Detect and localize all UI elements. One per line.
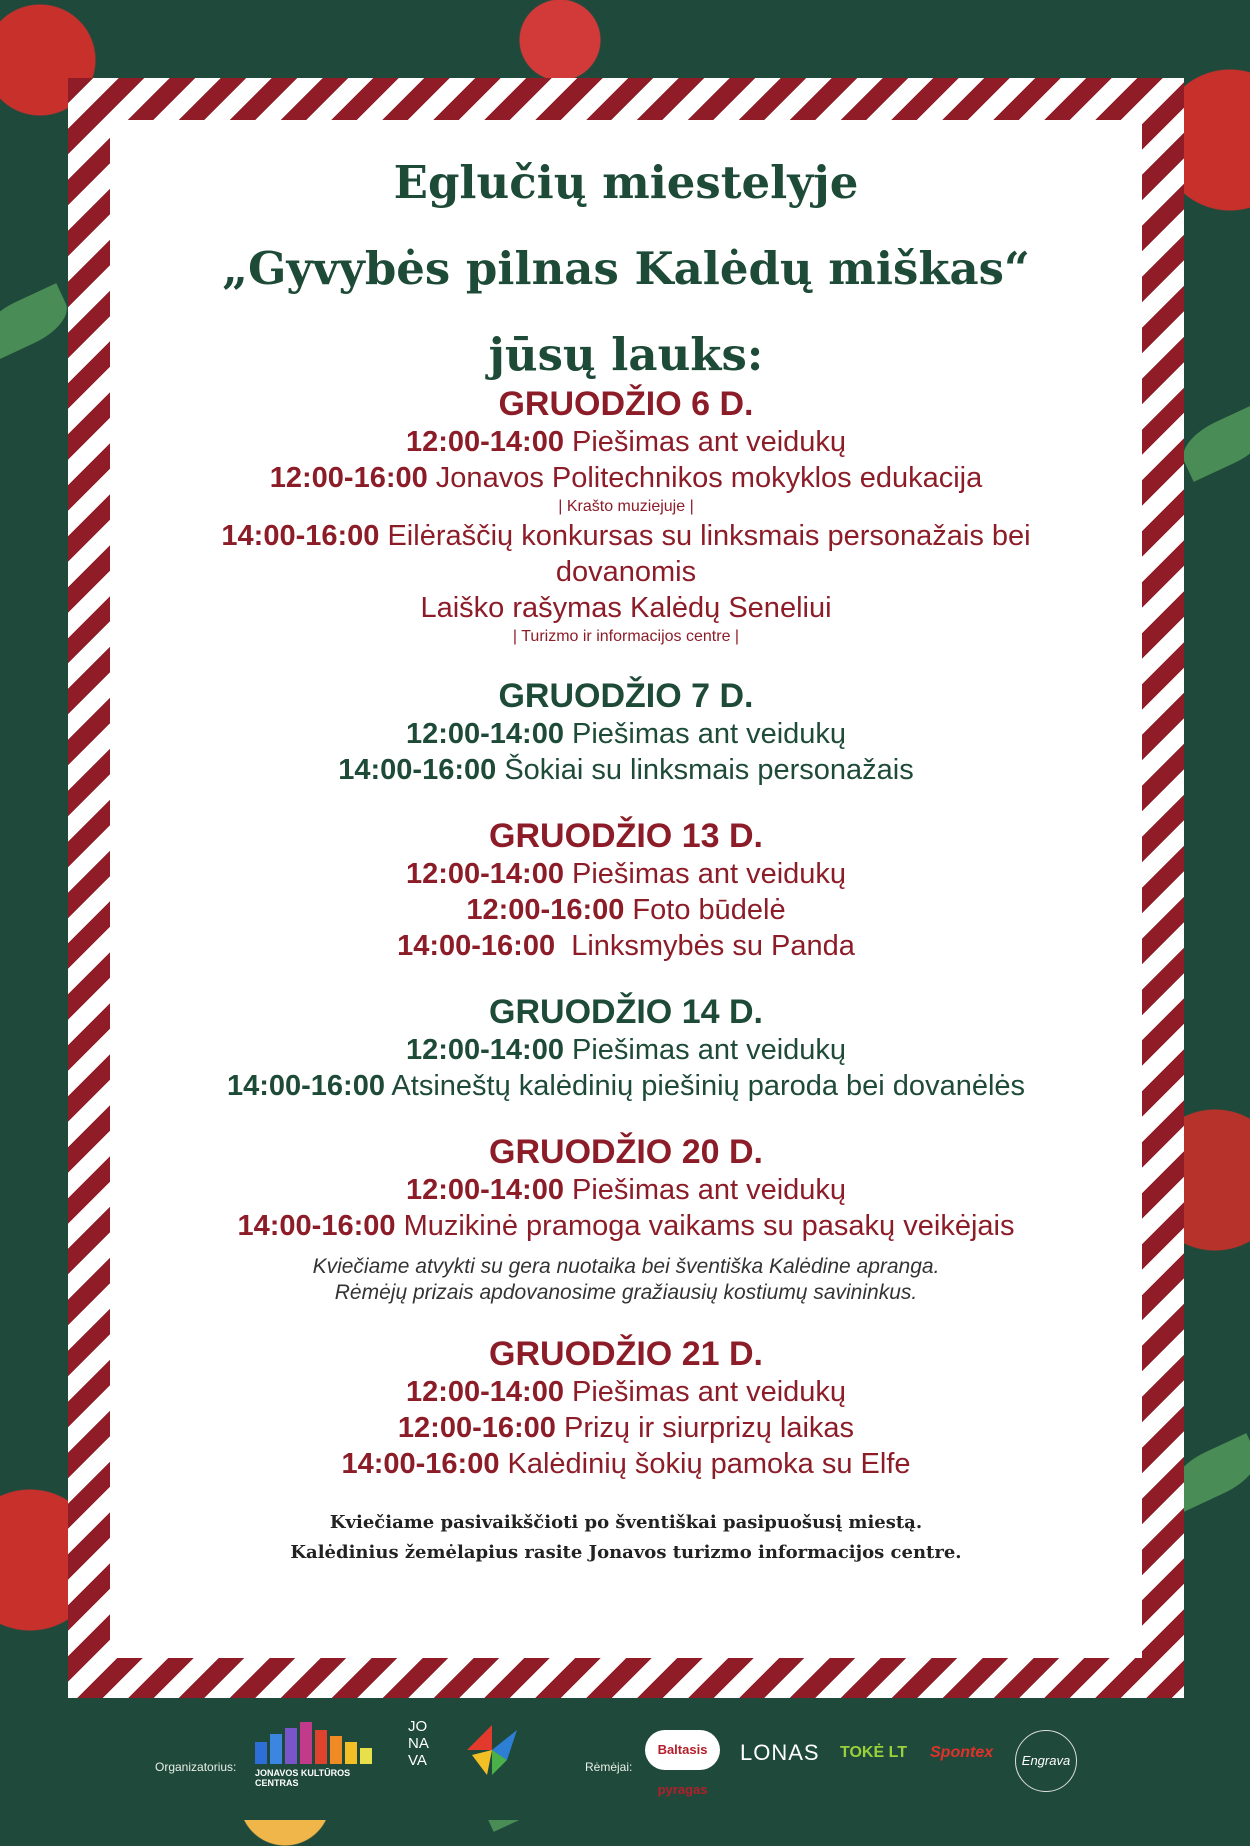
time: 14:00-16:00 xyxy=(226,1070,385,1102)
note-line: Kviečiame atvykti su gera nuotaika bei šventiška Kalėdine apranga. xyxy=(312,1255,940,1278)
schedule-line xyxy=(110,856,1142,892)
time: 12:00-16:00 xyxy=(397,1412,556,1444)
time: 12:00-16:00 xyxy=(466,894,625,926)
activity: Linksmybės su Panda xyxy=(555,930,855,962)
sponsor-logo: Baltasis pyragas xyxy=(645,1730,720,1770)
time: 12:00-14:00 xyxy=(405,1376,564,1408)
day-block xyxy=(110,816,1142,964)
time: 12:00-14:00 xyxy=(405,426,564,458)
day-block xyxy=(110,1132,1142,1306)
time: 12:00-14:00 xyxy=(405,718,564,750)
schedule-line xyxy=(110,518,1142,590)
schedule-line xyxy=(110,1172,1142,1208)
day-block xyxy=(110,384,1142,648)
schedule-line xyxy=(110,928,1142,964)
sponsor-logo: Spontex xyxy=(930,1744,994,1761)
day-block xyxy=(110,1334,1142,1482)
place-label: | Krašto muziejuje | xyxy=(558,498,694,515)
day-heading: GRUODŽIO 20 D. xyxy=(489,1133,763,1171)
title-line: „Gyvybės pilnas Kalėdų miškas“ xyxy=(222,242,1030,295)
activity: Foto būdelė xyxy=(624,894,786,926)
activity: Piešimas ant veidukų xyxy=(563,1376,847,1408)
time: 14:00-16:00 xyxy=(221,520,380,552)
activity: Prizų ir siurprizų laikas xyxy=(555,1412,855,1444)
day-heading: GRUODŽIO 6 D. xyxy=(498,385,754,423)
schedule-line xyxy=(110,1068,1142,1104)
activity: Piešimas ant veidukų xyxy=(563,1034,847,1066)
schedule-line xyxy=(110,1374,1142,1410)
activity: Piešimas ant veidukų xyxy=(563,858,847,890)
time: 14:00-16:00 xyxy=(237,1210,396,1242)
day-heading: GRUODŽIO 21 D. xyxy=(489,1335,763,1373)
activity: Kalėdinių šokių pamoka su Elfe xyxy=(499,1448,911,1480)
day-heading: GRUODŽIO 14 D. xyxy=(489,993,763,1031)
day-block xyxy=(110,992,1142,1104)
activity: Laiško rašymas Kalėdų Seneliui xyxy=(420,592,832,624)
schedule-line xyxy=(110,1446,1142,1482)
activity: Atsineštų kalėdinių piešinių paroda bei dovanėlės xyxy=(384,1070,1026,1102)
sponsors-label: Rėmėjai: xyxy=(585,1760,633,1774)
activity: Piešimas ant veidukų xyxy=(563,426,847,458)
title-line: jūsų lauks: xyxy=(488,328,764,381)
time: 14:00-16:00 xyxy=(397,930,556,962)
sponsor-logo: Engrava xyxy=(1015,1730,1077,1792)
schedule-line xyxy=(110,590,1142,626)
day-heading: GRUODŽIO 7 D. xyxy=(498,677,754,715)
time: 12:00-14:00 xyxy=(405,1034,564,1066)
schedule-line xyxy=(110,716,1142,752)
schedule-line xyxy=(110,1208,1142,1244)
day-heading: GRUODŽIO 13 D. xyxy=(489,817,763,855)
activity: Eilėraščių konkursas su linksmais personažais bei dovanomis xyxy=(379,520,1031,588)
time: 12:00-14:00 xyxy=(405,1174,564,1206)
time: 14:00-16:00 xyxy=(338,754,497,786)
colorful-bird-logo-icon xyxy=(462,1720,522,1780)
activity: Piešimas ant veidukų xyxy=(563,1174,847,1206)
schedule-line xyxy=(110,892,1142,928)
schedule-line xyxy=(110,1410,1142,1446)
activity: Jonavos Politechnikos mokyklos edukacija xyxy=(427,462,983,494)
time: 12:00-14:00 xyxy=(405,858,564,890)
note-line: Rėmėjų prizais apdovanosime gražiausių kostiumų savininkus. xyxy=(334,1281,918,1304)
time: 14:00-16:00 xyxy=(341,1448,500,1480)
poster-content xyxy=(110,120,1142,1568)
organizer-name: JONAVOS KULTŪROS CENTRAS xyxy=(255,1768,351,1788)
day-block xyxy=(110,676,1142,788)
schedule-line xyxy=(110,424,1142,460)
activity: Muzikinė pramoga vaikams su pasakų veikėjais xyxy=(395,1210,1015,1242)
jonava-logo: JONAVA xyxy=(408,1718,429,1769)
sponsor-logo: TOKĖ LT xyxy=(840,1744,907,1761)
schedule-line xyxy=(110,460,1142,496)
organizers-label: Organizatorius: xyxy=(155,1760,237,1774)
poster-title xyxy=(110,140,1142,398)
schedule-line xyxy=(110,752,1142,788)
activity: Šokiai su linksmais personažais xyxy=(496,754,914,786)
footer-line: Kalėdinius žemėlapius rasite Jonavos turizmo informacijos centre. xyxy=(290,1542,962,1563)
place-label: | Turizmo ir informacijos centre | xyxy=(512,628,740,645)
time: 12:00-16:00 xyxy=(269,462,428,494)
sponsor-logo: LONAS xyxy=(740,1740,820,1765)
footer-line: Kviečiame pasivaikščioti po šventiškai pasipuošusį miestą. xyxy=(329,1512,923,1533)
schedule-line xyxy=(110,1032,1142,1068)
activity: Piešimas ant veidukų xyxy=(563,718,847,750)
title-line: Eglučių miestelyje xyxy=(393,156,859,209)
jkc-logo xyxy=(255,1722,393,1788)
